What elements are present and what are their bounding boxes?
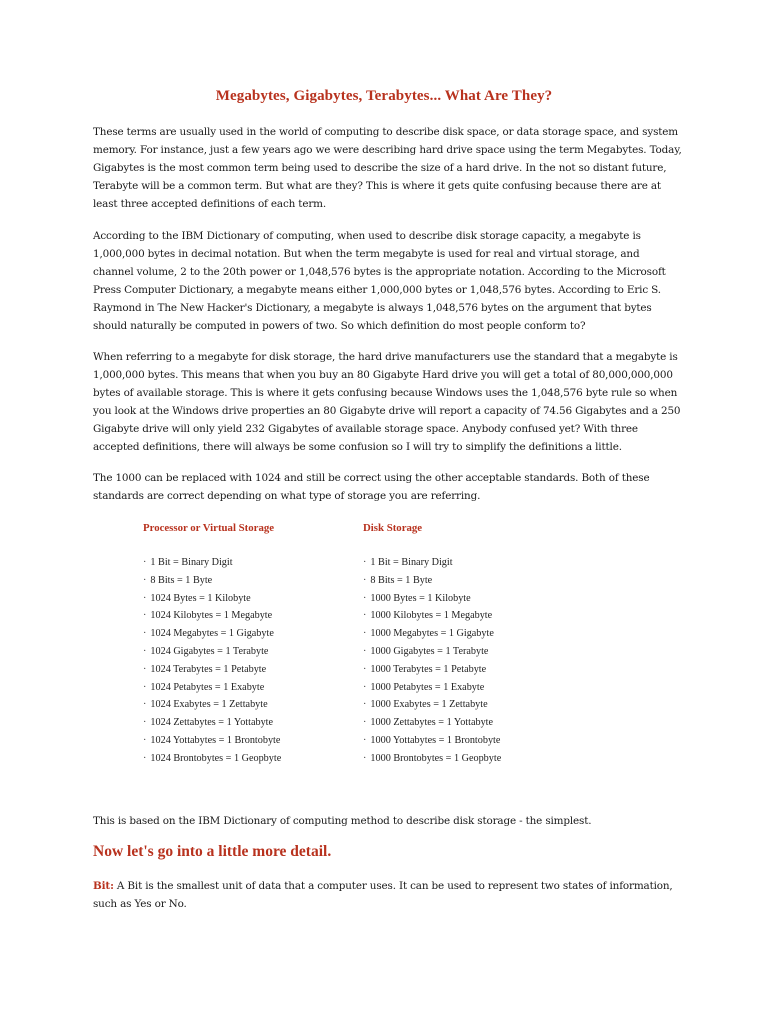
list-item: · 1000 Exabytes = 1 Zettabyte [363,696,563,714]
list-item: · 1000 Yottabytes = 1 Brontobyte [363,732,563,750]
list-item: · 1024 Zettabytes = 1 Yottabyte [143,714,343,732]
disk-storage-list [363,554,563,768]
list-item: · 1024 Gigabytes = 1 Terabyte [143,643,343,661]
list-item: · 1000 Bytes = 1 Kilobyte [363,590,563,608]
list-item: · 1000 Kilobytes = 1 Megabyte [363,607,563,625]
list-item: · 1024 Petabytes = 1 Exabyte [143,679,343,697]
list-item: · 1024 Brontobytes = 1 Geopbyte [143,750,343,768]
processor-storage-list [143,554,343,768]
section-subheading: Now let's go into a little more detail. [93,843,332,860]
list-item: · 1000 Petabytes = 1 Exabyte [363,679,563,697]
ibm-method-paragraph: This is based on the IBM Dictionary of computing method to describe disk storage - the simplest. [93,815,592,827]
bit-definition-paragraph [93,877,683,913]
definition-text: A Bit is the smallest unit of data that a computer uses. It can be used to represent two states of information, such as Yes or No. [93,880,673,910]
definitions-paragraph: According to the IBM Dictionary of computing, when used to describe disk storage capacity, a megabyte is 1,000,000 bytes in decimal notation. But when the term megabyte is used for real and virtual storage, and channel volume, 2 to the 20th power or 1,048,576 bytes is the appropriate notation. According to the Microsoft Press Computer Dictionary, a megabyte means either 1,000,000 bytes or 1,048,576 bytes. According to Eric S. Raymond in The New Hacker's Dictionary, a megabyte is always 1,048,576 bytes on the argument that bytes should naturally be computed in powers of two. So which definition do most people conform to? [93,230,666,332]
list-item: · 1024 Yottabytes = 1 Brontobyte [143,732,343,750]
list-item: · 1000 Megabytes = 1 Gigabyte [363,625,563,643]
list-item: · 1024 Exabytes = 1 Zettabyte [143,696,343,714]
list-item: · 1000 Gigabytes = 1 Terabyte [363,643,563,661]
list-item: · 1000 Zettabytes = 1 Yottabyte [363,714,563,732]
list-item: · 1 Bit = Binary Digit [143,554,343,572]
column-heading-disk: Disk Storage [363,522,423,534]
list-item: · 1024 Megabytes = 1 Gigabyte [143,625,343,643]
intro-paragraph: These terms are usually used in the world of computing to describe disk space, or data storage space, and system memory. For instance, just a few years ago we were describing hard drive space using the term Megabytes. Today, Gigabytes is the most common term being used to describe the size of a hard drive. In the not so distant future, Terabyte will be a common term. But what are they? This is where it gets quite confusing because there are at least three accepted definitions of each term. [93,126,682,210]
definition-term: Bit: [93,880,114,892]
list-item: · 1000 Brontobytes = 1 Geopbyte [363,750,563,768]
processor-storage-column [143,520,343,768]
disk-storage-paragraph: When referring to a megabyte for disk storage, the hard drive manufacturers use the standard that a megabyte is 1,000,000 bytes. This means that when you buy an 80 Gigabyte Hard drive you will get a total of 80,000,000,000 bytes of available storage. This is where it gets confusing because Windows uses the 1,048,576 byte rule so when you look at the Windows drive properties an 80 Gigabyte drive will report a capacity of 74.56 Gigabytes and a 250 Gigabyte drive will only yield 232 Gigabytes of available storage space. Anybody confused yet? With three accepted definitions, there will always be some confusion so I will try to simplify the definitions a little. [93,351,681,453]
standards-paragraph: The 1000 can be replaced with 1024 and still be correct using the other acceptable standards. Both of these standards are correct depending on what type of storage you are referring. [93,472,650,502]
page-title: Megabytes, Gigabytes, Terabytes... What Are They? [215,88,553,104]
list-item: · 8 Bits = 1 Byte [143,572,343,590]
list-item: · 1024 Terabytes = 1 Petabyte [143,661,343,679]
disk-storage-column [363,520,563,768]
list-item: · 1024 Kilobytes = 1 Megabyte [143,607,343,625]
list-item: · 1 Bit = Binary Digit [363,554,563,572]
list-item: · 8 Bits = 1 Byte [363,572,563,590]
list-item: · 1024 Bytes = 1 Kilobyte [143,590,343,608]
column-heading-processor: Processor or Virtual Storage [143,522,275,534]
list-item: · 1000 Terabytes = 1 Petabyte [363,661,563,679]
